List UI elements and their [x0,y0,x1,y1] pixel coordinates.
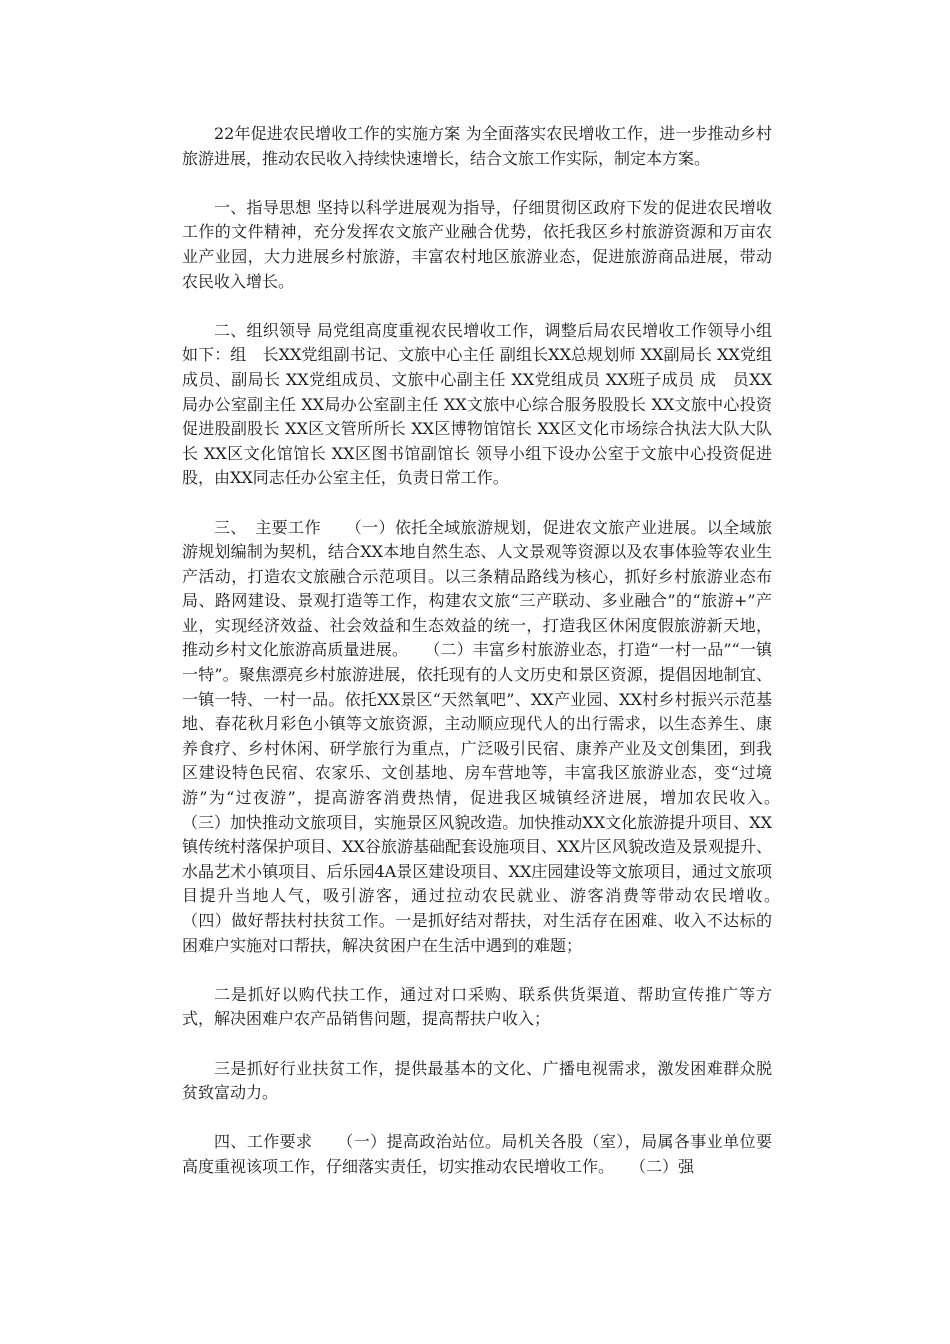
paragraph-main-work: 三、 主要工作 （一）依托全域旅游规划，促进农文旅产业进展。以全域旅游规划编制为契机，结合XX本地自然生态、人文景观等资源以及农事体验等农业生产活动，打造农文旅融合示范项目。以三条精品路线为核心，抓好乡村旅游业态布局、路网建设、景观打造等工作，构建农文旅“三产联动、多业融合”的“旅游+”产业，实现经济效益、社会效益和生态效益的统一，打造我区休闲度假旅游新天地，推动乡村文化旅游高质量进展。 （二）丰富乡村旅游业态，打造“一村一品”“一镇一特”。聚焦漂亮乡村旅游进展，依托现有的人文历史和景区资源，提倡因地制宜、一镇一特、一村一品。依托XX景区“天然氧吧”、XX产业园、XX村乡村振兴示范基地、春花秋月彩色小镇等文旅资源，主动顺应现代人的出行需求，以生态养生、康养食疗、乡村休闲、研学旅行为重点，广泛吸引民宿、康养产业及文创集团，到我区建设特色民宿、农家乐、文创基地、房车营地等，丰富我区旅游业态，变“过境游”为“过夜游”，提高游客消费热情，促进我区城镇经济进展，增加农民收入。 （三）加快推动文旅项目，实施景区风貌改造。加快推动XX文化旅游提升项目、XX镇传统村落保护项目、XX谷旅游基础配套设施项目、XX片区风貌改造及景观提升、水晶艺术小镇项目、后乐园4A景区建设项目、XX庄园建设等文旅项目，通过文旅项目提升当地人气，吸引游客，通过拉动农民就业、游客消费等带动农民增收。 （四）做好帮扶村扶贫工作。一是抓好结对帮扶，对生活存在困难、收入不达标的困难户实施对口帮扶，解决贫困户在生活中遇到的难题； [182,517,805,955]
paragraph-industry-support: 三是抓好行业扶贫工作，提供最基本的文化、广播电视需求，激发困难群众脱贫致富动力。 [182,1058,772,1103]
paragraph-guiding-ideology: 一、指导思想 坚持以科学进展观为指导，仔细贯彻区政府下发的促进农民增收工作的文件精神，充分发挥农文旅产业融合优势，依托我区乡村旅游资源和万亩农业产业园，大力进展乡村旅游，丰富农村地区旅游业态，促进旅游商品进展，带动农民收入增长。 [182,197,772,291]
paragraph-organization: 二、组织领导 局党组高度重视农民增收工作，调整后局农民增收工作领导小组如下：组 长XX党组副书记、文旅中心主任 副组长XX总规划师 XX副局长 XX党组成员、副局长 XX党组成员、文旅中心副主任 XX党组成员 XX班子成员 成 员XX局办公室副主任 XX局办公室副主任 XX文旅中心综合服务股股长 XX文旅中心投资促进股副股长 XX区文管所所长 XX区博物馆馆长 XX区文化市场综合执法大队大队长 XX区文化馆馆长 XX区图书馆副馆长 领导小组下设办公室于文旅中心投资促进股，由XX同志任办公室主任，负责日常工作。 [182,320,772,488]
document-page [182,122,805,1204]
paragraph-intro: 22年促进农民增收工作的实施方案 为全面落实农民增收工作，进一步推动乡村旅游进展，推动农民收入持续快速增长，结合文旅工作实际，制定本方案。 [182,124,772,168]
paragraph-purchase-support: 二是抓好以购代扶工作，通过对口采购、联系供货渠道、帮助宣传推广等方式，解决困难户农产品销售问题，提高帮扶户收入； [182,984,772,1029]
paragraph-work-requirements: 四、工作要求 （一）提高政治站位。局机关各股（室），局属各事业单位要高度重视该项工作，仔细落实责任，切实推动农民增收工作。 （二）强 [182,1132,772,1176]
